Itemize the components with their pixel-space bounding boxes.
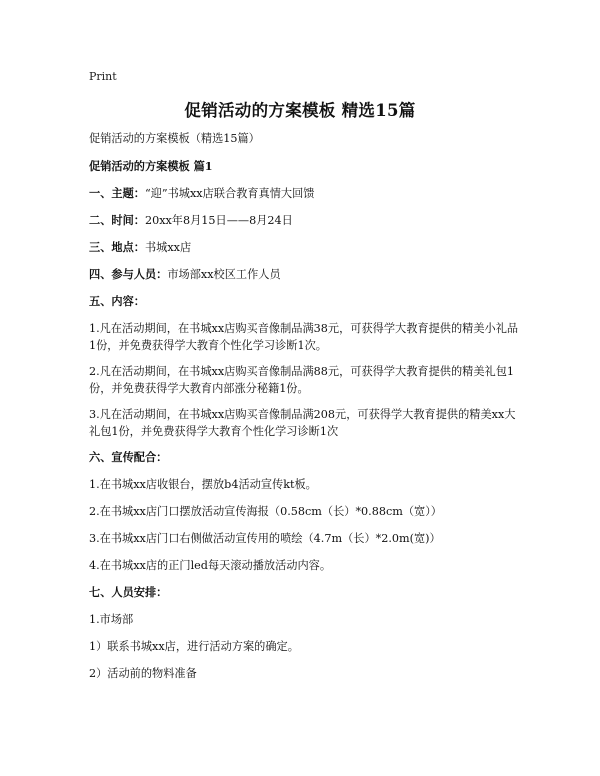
content-point: 3.凡在活动期间，在书城xx店购买音像制品满208元，可获得学大教育提供的精美xx大礼包1份，并免费获得学大教育个性化学习诊断1次 <box>89 408 516 438</box>
staff-point: 2）活动前的物料准备 <box>89 667 197 680</box>
time-line <box>89 212 519 229</box>
staff-point: 1）联系书城xx店，进行活动方案的确定。 <box>89 640 299 653</box>
promo-point: 1.在书城xx店收银台，摆放b4活动宣传kt板。 <box>89 478 317 491</box>
place-value: 书城xx店 <box>144 241 192 254</box>
promo-point: 3.在书城xx店门口右侧做活动宣传用的喷绘（4.7m（长）*2.0m(宽)） <box>89 532 441 545</box>
print-label: Print <box>89 70 117 83</box>
people-line <box>89 266 519 283</box>
document-title: 促销活动的方案模板 精选15篇 <box>184 101 416 120</box>
subtitle: 促销活动的方案模板（精选15篇） <box>89 132 260 145</box>
content-point: 1.凡在活动期间，在书城xx店购买音像制品满38元，可获得学大教育提供的精美小礼品1份，并免费获得学大教育个性化学习诊断1次。 <box>89 322 519 352</box>
staff-heading: 七、人员安排： <box>89 585 168 599</box>
content-heading: 五、内容： <box>89 294 145 308</box>
promo-point: 2.在书城xx店门口摆放活动宣传海报（0.58cm（长）*0.88cm（宽）） <box>89 505 442 518</box>
theme-label: 一、主题： <box>89 186 145 200</box>
promo-heading: 六、宣传配合： <box>89 450 168 464</box>
place-line <box>89 239 519 256</box>
people-value: 市场部xx校区工作人员 <box>167 268 281 281</box>
place-label: 三、地点： <box>89 240 145 254</box>
time-value: 20xx年8月15日——8月24日 <box>144 214 293 227</box>
time-label: 二、时间： <box>89 213 145 227</box>
people-label: 四、参与人员： <box>89 267 168 281</box>
content-point: 2.凡在活动期间，在书城xx店购买音像制品满88元，可获得学大教育提供的精美礼包1份，并免费获得学大教育内部涨分秘籍1份。 <box>89 365 515 395</box>
promo-point: 4.在书城xx店的正门led每天滚动播放活动内容。 <box>89 559 332 572</box>
document-body <box>89 130 519 692</box>
staff-point: 1.市场部 <box>89 613 134 626</box>
theme-value: “迎”书城xx店联合教育真情大回馈 <box>144 187 315 200</box>
theme-line <box>89 185 519 202</box>
section-heading: 促销活动的方案模板 篇1 <box>89 159 213 173</box>
